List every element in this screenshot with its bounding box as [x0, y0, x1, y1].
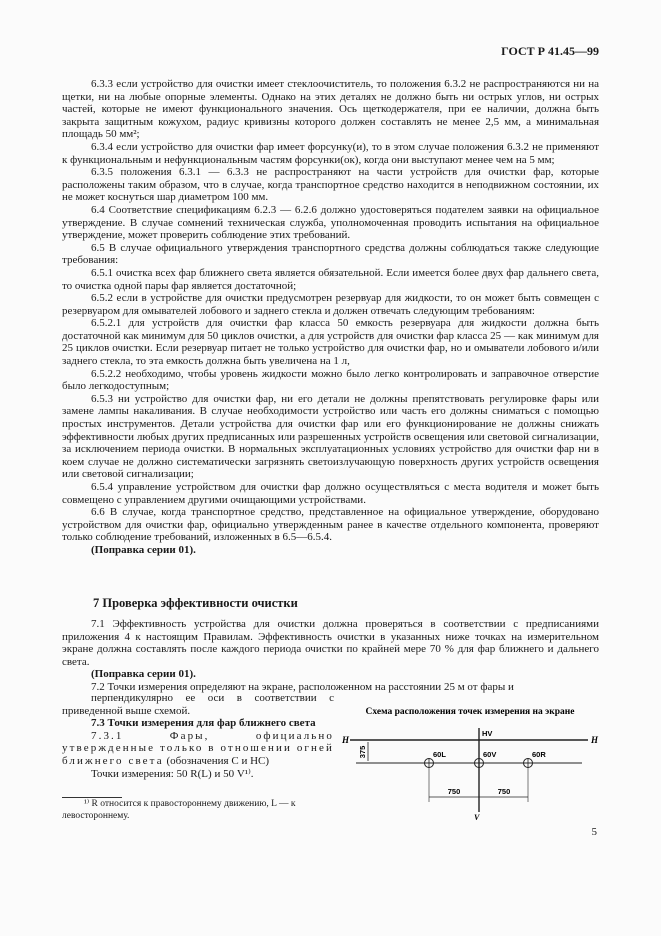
diagram-title: Схема расположения точек измерения на экране	[365, 707, 575, 717]
amendment-note: (Поправка серии 01).	[91, 668, 196, 681]
paragraph: 7.2 Точки измерения определяют на экране, расположенном на расстоянии 25 м от фары и	[91, 680, 514, 693]
label-v: V	[474, 813, 480, 822]
paragraph: 6.6 В случае, когда транспортное средство, представленное на официальное утверждение, оборудовано устройством для очистки фар, официально утвержденным ранее в качестве отдельного компонента, проверяют только соблюдение требований, изложенных в 6.5—6.5.4.	[62, 506, 599, 544]
label-60r: 60R	[532, 750, 546, 759]
label-hv: HV	[482, 729, 493, 738]
footnote-text: ¹⁾ R относится к правостороннему движению, L — к левостороннему.	[62, 799, 296, 821]
label-h-left: H	[342, 735, 350, 745]
label-60v: 60V	[483, 750, 497, 759]
paragraph: 6.5.2.2 необходимо, чтобы уровень жидкости можно было легко контролировать и заправочное отверстие было легкодоступным;	[62, 367, 599, 393]
label-h-right: H	[591, 735, 599, 745]
footnote	[62, 798, 334, 822]
dimension-750-right: 750	[497, 787, 511, 796]
paragraph: перпендикулярно ее оси в соответствии с приведенной выше схемой.	[62, 692, 334, 717]
section-7-title: 7 Проверка эффективности очистки	[93, 596, 298, 610]
paragraph: 6.3.3 если устройство для очистки имеет стеклоочиститель, то положения 6.3.2 не распространяются ни на щетки, ни на любые опорные элементы. Однако на этих деталях не должно быть ни острых углов, ни острых частей, которые не имеют функционального значения. Ось щеткодержателя, при ее наличии, должна быть закрыта защитным кожухом, радиус кривизны которого должен составлять не менее 2,5 мм, а минимальная площадь 50 мм²;	[62, 78, 599, 141]
paragraph: 6.3.5 положения 6.3.1 — 6.3.3 не распространяют на части устройств для очистки фар, которые расположены таким образом, что в случае, когда транспортное средство находится в неподвижном состоянии, их не может коснуться шар диаметром 100 мм.	[62, 166, 599, 204]
subsection-7-3-title: 7.3 Точки измерения для фар ближнего света	[91, 717, 316, 730]
paragraph: 6.5 В случае официального утверждения транспортного средства должны соблюдаться также следующие требования:	[62, 241, 599, 267]
paragraph: 6.5.4 управление устройством для очистки фар должно осуществляться с места водителя и может быть совмещено с управлением другими очищающими устройствами.	[62, 481, 599, 506]
amendment-note: (Поправка серии 01).	[91, 543, 196, 556]
body-text-top	[62, 78, 599, 557]
page-header: ГОСТ Р 41.45—99	[501, 44, 599, 58]
label-60l: 60L	[433, 750, 446, 759]
measurement-points: Точки измерения: 50 R(L) и 50 V¹⁾.	[91, 767, 254, 780]
body-text-mid	[62, 618, 599, 694]
paragraph: 7.1 Эффективность устройства для очистки должна проверяться в соответствии с предписаниями приложения 4 к настоящим Правилам. Эффективность очистки в указанных ниже точках на измерительном экране должна составлять после каждого периода очистки по крайней мере 70 % для фар ближнего и дальнего света.	[62, 618, 599, 668]
paragraph-7-3-1-designation: (обозначения C и HC)	[166, 754, 270, 767]
paragraph-7-3-1-text: 7.3.1 Фары, официально утвержденные только в отношении огней ближнего света	[62, 729, 334, 767]
measurement-points-diagram	[338, 700, 602, 822]
page-number: 5	[591, 826, 597, 838]
paragraph: 6.5.1 очистка всех фар ближнего света является обязательной. Если имеется более двух фар дальнего света, то очистка одной пары фар является достаточной;	[62, 266, 599, 292]
paragraph: 6.3.4 если устройство для очистки фар имеет форсунку(и), то в этом случае положения 6.3.2 не применяют к функциональным и нефункциональным частям форсунки(ок), когда они выступают менее чем на 5 мм;	[62, 140, 599, 166]
paragraph: 6.5.3 ни устройство для очистки фар, ни его детали не должны препятствовать регулировке фары или замене лампы накаливания. В случае необходимости устройство или часть его должны сниматься с помощью простых инструментов. Детали устройства для очистки фар или его функционирование не должны снижать эффективности любых других предписанных или разрешенных устройств освещения или световой сигнализации, за исключением периода очистки. В нормальных эксплуатационных условиях устройство для очистки фар ни в коем случае не должно систематически загрязнять светоизлучающую поверхность других устройств освещения или световой сигнализации;	[62, 392, 599, 481]
dimension-750-left: 750	[447, 787, 461, 796]
paragraph-7-3-1	[62, 730, 334, 768]
left-column-text	[62, 692, 334, 780]
paragraph: 6.5.2 если в устройстве для очистки предусмотрен резервуар для жидкости, то он может быть совмещен с резервуаром для омывателей лобового и заднего стекла и должен отвечать следующим требованиям:	[62, 292, 599, 317]
paragraph: 6.5.2.1 для устройств для очистки фар класса 50 емкость резервуара для жидкости должна быть достаточной как минимум для 50 циклов очистки, а для устройств для очистки фар класса 25 — как минимум для 25 циклов очистки. Если резервуар питает не только устройство для очистки фар, но и омыватели лобового и/или заднего стекла, то эта емкость должна быть увеличена на 1 л,	[62, 317, 599, 368]
dimension-375: 375	[358, 745, 367, 759]
paragraph: 6.4 Соответствие спецификациям 6.2.3 — 6.2.6 должно удостоверяться подателем заявки на официальное утверждение. В случае сомнений техническая служба, уполномоченная проводить испытания на официальное утверждение, может проверить соблюдение этих требований.	[62, 203, 599, 242]
